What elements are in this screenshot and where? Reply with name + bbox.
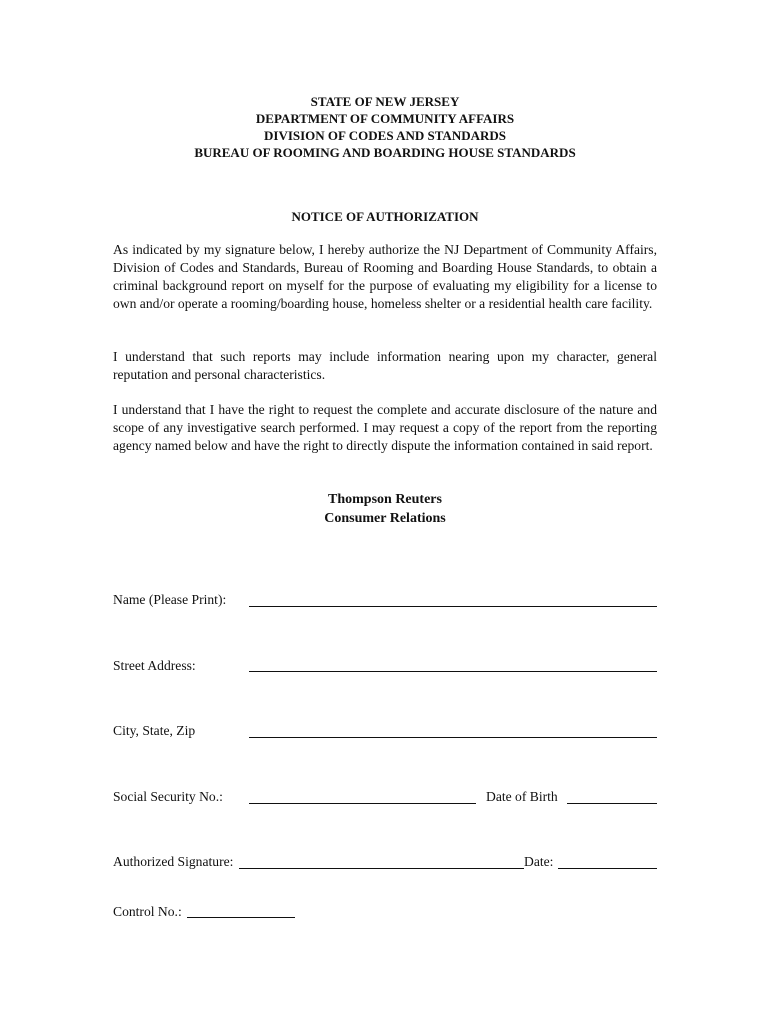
header-state: STATE OF NEW JERSEY: [310, 94, 460, 109]
control-number-field[interactable]: [187, 917, 295, 918]
agency-name: Thompson Reuters: [328, 492, 442, 507]
date-of-birth-field[interactable]: [567, 803, 657, 804]
name-label: Name (Please Print):: [113, 592, 227, 607]
notice-title: NOTICE OF AUTHORIZATION: [291, 209, 479, 224]
date-label: Date:: [524, 854, 554, 869]
ssn-label: Social Security No.:: [113, 789, 223, 804]
signature-label: Authorized Signature:: [113, 854, 234, 869]
signature-field[interactable]: [239, 868, 524, 869]
street-address-field[interactable]: [249, 671, 657, 672]
reporting-agency: [0, 490, 770, 528]
ssn-field[interactable]: [249, 803, 476, 804]
date-field[interactable]: [558, 868, 657, 869]
date-of-birth-label: Date of Birth: [486, 789, 558, 804]
street-address-label: Street Address:: [113, 658, 196, 673]
city-state-zip-field[interactable]: [249, 737, 657, 738]
authorization-paragraph: As indicated by my signature below, I hereby authorize the NJ Department of Community Affairs, Division of Codes and Standards, Bureau of Rooming and Boarding House Standards, to obtain a criminal background report on myself for the purpose of evaluating my eligibility for a license to own and/or operate a rooming/boarding house, homeless shelter or a residential health care facility.: [113, 242, 657, 311]
reports-paragraph: I understand that such reports may include information nearing upon my character, general reputation and personal characteristics.: [113, 349, 657, 382]
name-field[interactable]: [249, 606, 657, 607]
header-department: DEPARTMENT OF COMMUNITY AFFAIRS: [255, 111, 515, 126]
city-state-zip-label: City, State, Zip: [113, 723, 196, 738]
header-division: DIVISION OF CODES AND STANDARDS: [264, 128, 506, 143]
document-header: [0, 93, 770, 161]
control-number-label: Control No.:: [113, 904, 182, 919]
header-bureau: BUREAU OF ROOMING AND BOARDING HOUSE STANDARDS: [194, 145, 576, 160]
agency-department: Consumer Relations: [324, 511, 446, 526]
disclosure-paragraph: I understand that I have the right to request the complete and accurate disclosure of the nature and scope of any investigative search performed. I may request a copy of the report from the reporting agency named below and have the right to directly dispute the information contained in said report.: [113, 402, 657, 453]
